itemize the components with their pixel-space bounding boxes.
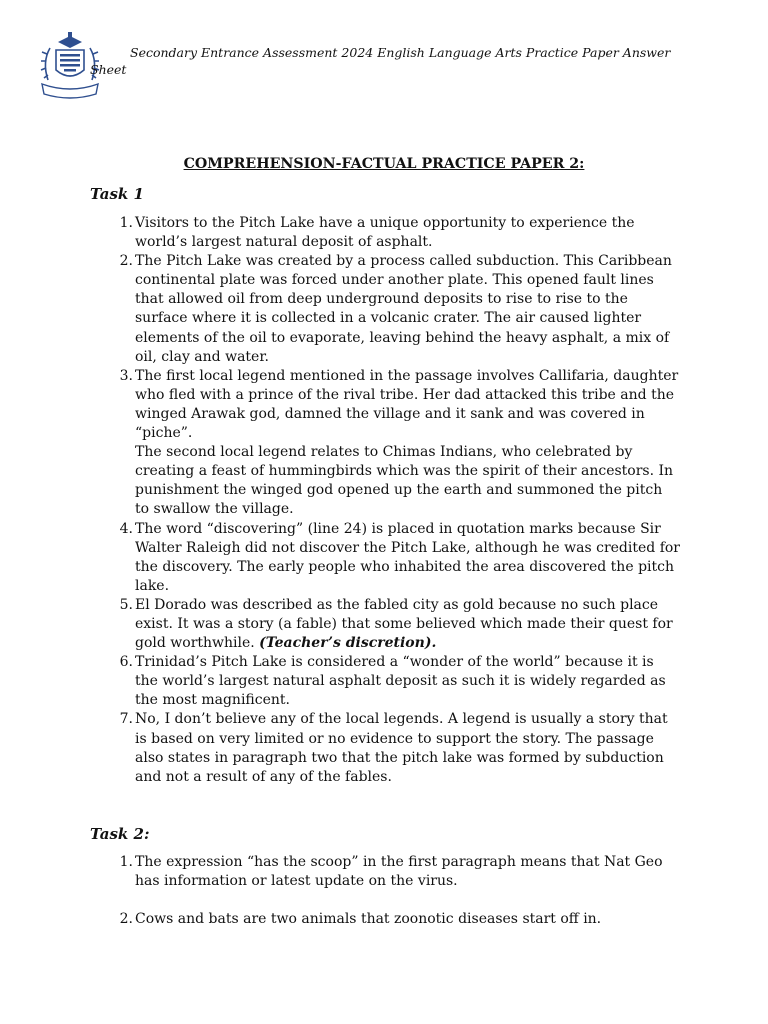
- list-item: [119, 367, 680, 520]
- item-number: 6.: [119, 654, 133, 671]
- answer-text: The first local legend mentioned in the passage involves Callifaria, daughter who fled with a prince of the rival tribe. Her dad attacked this tribe and the winged Arawak god, damned the village and it sank and was covered in “piche”.: [135, 367, 679, 442]
- item-number: 2.: [119, 253, 133, 270]
- list-item: [119, 853, 680, 891]
- header-text: Secondary Entrance Assessment 2024 English Language Arts Practice Paper Answer: [130, 45, 671, 60]
- item-number: 5.: [119, 596, 133, 613]
- item-number: 1.: [119, 854, 133, 870]
- list-spacer: [135, 891, 680, 910]
- item-number: 7.: [119, 711, 133, 728]
- task2-answer-list: [119, 853, 680, 929]
- list-item: [119, 596, 680, 653]
- answer-text: No, I don’t believe any of the local legends. A legend is usually a story that is based on very limited or no evidence to support the story. The passage also states in paragraph two that the pitch lake was formed by subduction and not a result of any of the fables.: [135, 711, 668, 785]
- item-number: 1.: [119, 215, 133, 231]
- task1-heading: Task 1: [90, 185, 144, 203]
- answer-text: The expression “has the scoop” in the first paragraph means that Nat Geo has information or latest update on the virus.: [135, 854, 663, 890]
- list-item: [119, 520, 680, 596]
- list-item: [119, 653, 680, 710]
- answer-text: The word “discovering” (line 24) is placed in quotation marks because Sir Walter Raleigh did not discover the Pitch Lake, although he was credited for the discovery. The early people who inhabited the area discovered the pitch lake.: [135, 520, 680, 594]
- item-number: 4.: [119, 520, 133, 537]
- answer-text: Trinidad’s Pitch Lake is considered a “wonder of the world” because it is the world’s largest natural asphalt deposit as such it is widely regarded as the most magnificent.: [135, 654, 666, 709]
- answer-text: Cows and bats are two animals that zoonotic diseases start off in.: [135, 911, 602, 928]
- task1-answer-list: [119, 214, 680, 787]
- item-number: 3.: [119, 367, 133, 384]
- list-item: [119, 252, 680, 367]
- answer-text: El Dorado was described as the fabled city as gold because no such place exist. It was a story (a fable) that some believed which made their quest for gold worthwhile.: [135, 596, 673, 652]
- page-title: COMPREHENSION-FACTUAL PRACTICE PAPER 2:: [183, 156, 585, 172]
- teacher-discretion-note: (Teacher’s discretion).: [259, 635, 437, 652]
- answer-text: The Pitch Lake was created by a process called subduction. This Caribbean continental plate was forced under another plate. This opened fault lines that allowed oil from deep underground deposits to rise to rise to the surface where it is collected in a volcanic crater. The air caused lighter elements of the oil to evaporate, leaving behind the heavy asphalt, a mix of oil, clay and water.: [135, 253, 672, 365]
- header-text-continued: Sheet: [90, 62, 127, 77]
- list-item: [119, 214, 680, 252]
- answer-text: Visitors to the Pitch Lake have a unique opportunity to experience the world’s largest natural deposit of asphalt.: [135, 215, 635, 251]
- list-item: [119, 710, 680, 786]
- item-number: 2.: [119, 911, 133, 928]
- list-item: [119, 910, 680, 929]
- task2-heading: Task 2:: [90, 825, 150, 843]
- answer-text-continued: The second local legend relates to Chimas Indians, who celebrated by creating a feast of hummingbirds which was the spirit of their ancestors. In punishment the winged god opened up the earth and summoned the pitch to swallow the village.: [135, 444, 674, 518]
